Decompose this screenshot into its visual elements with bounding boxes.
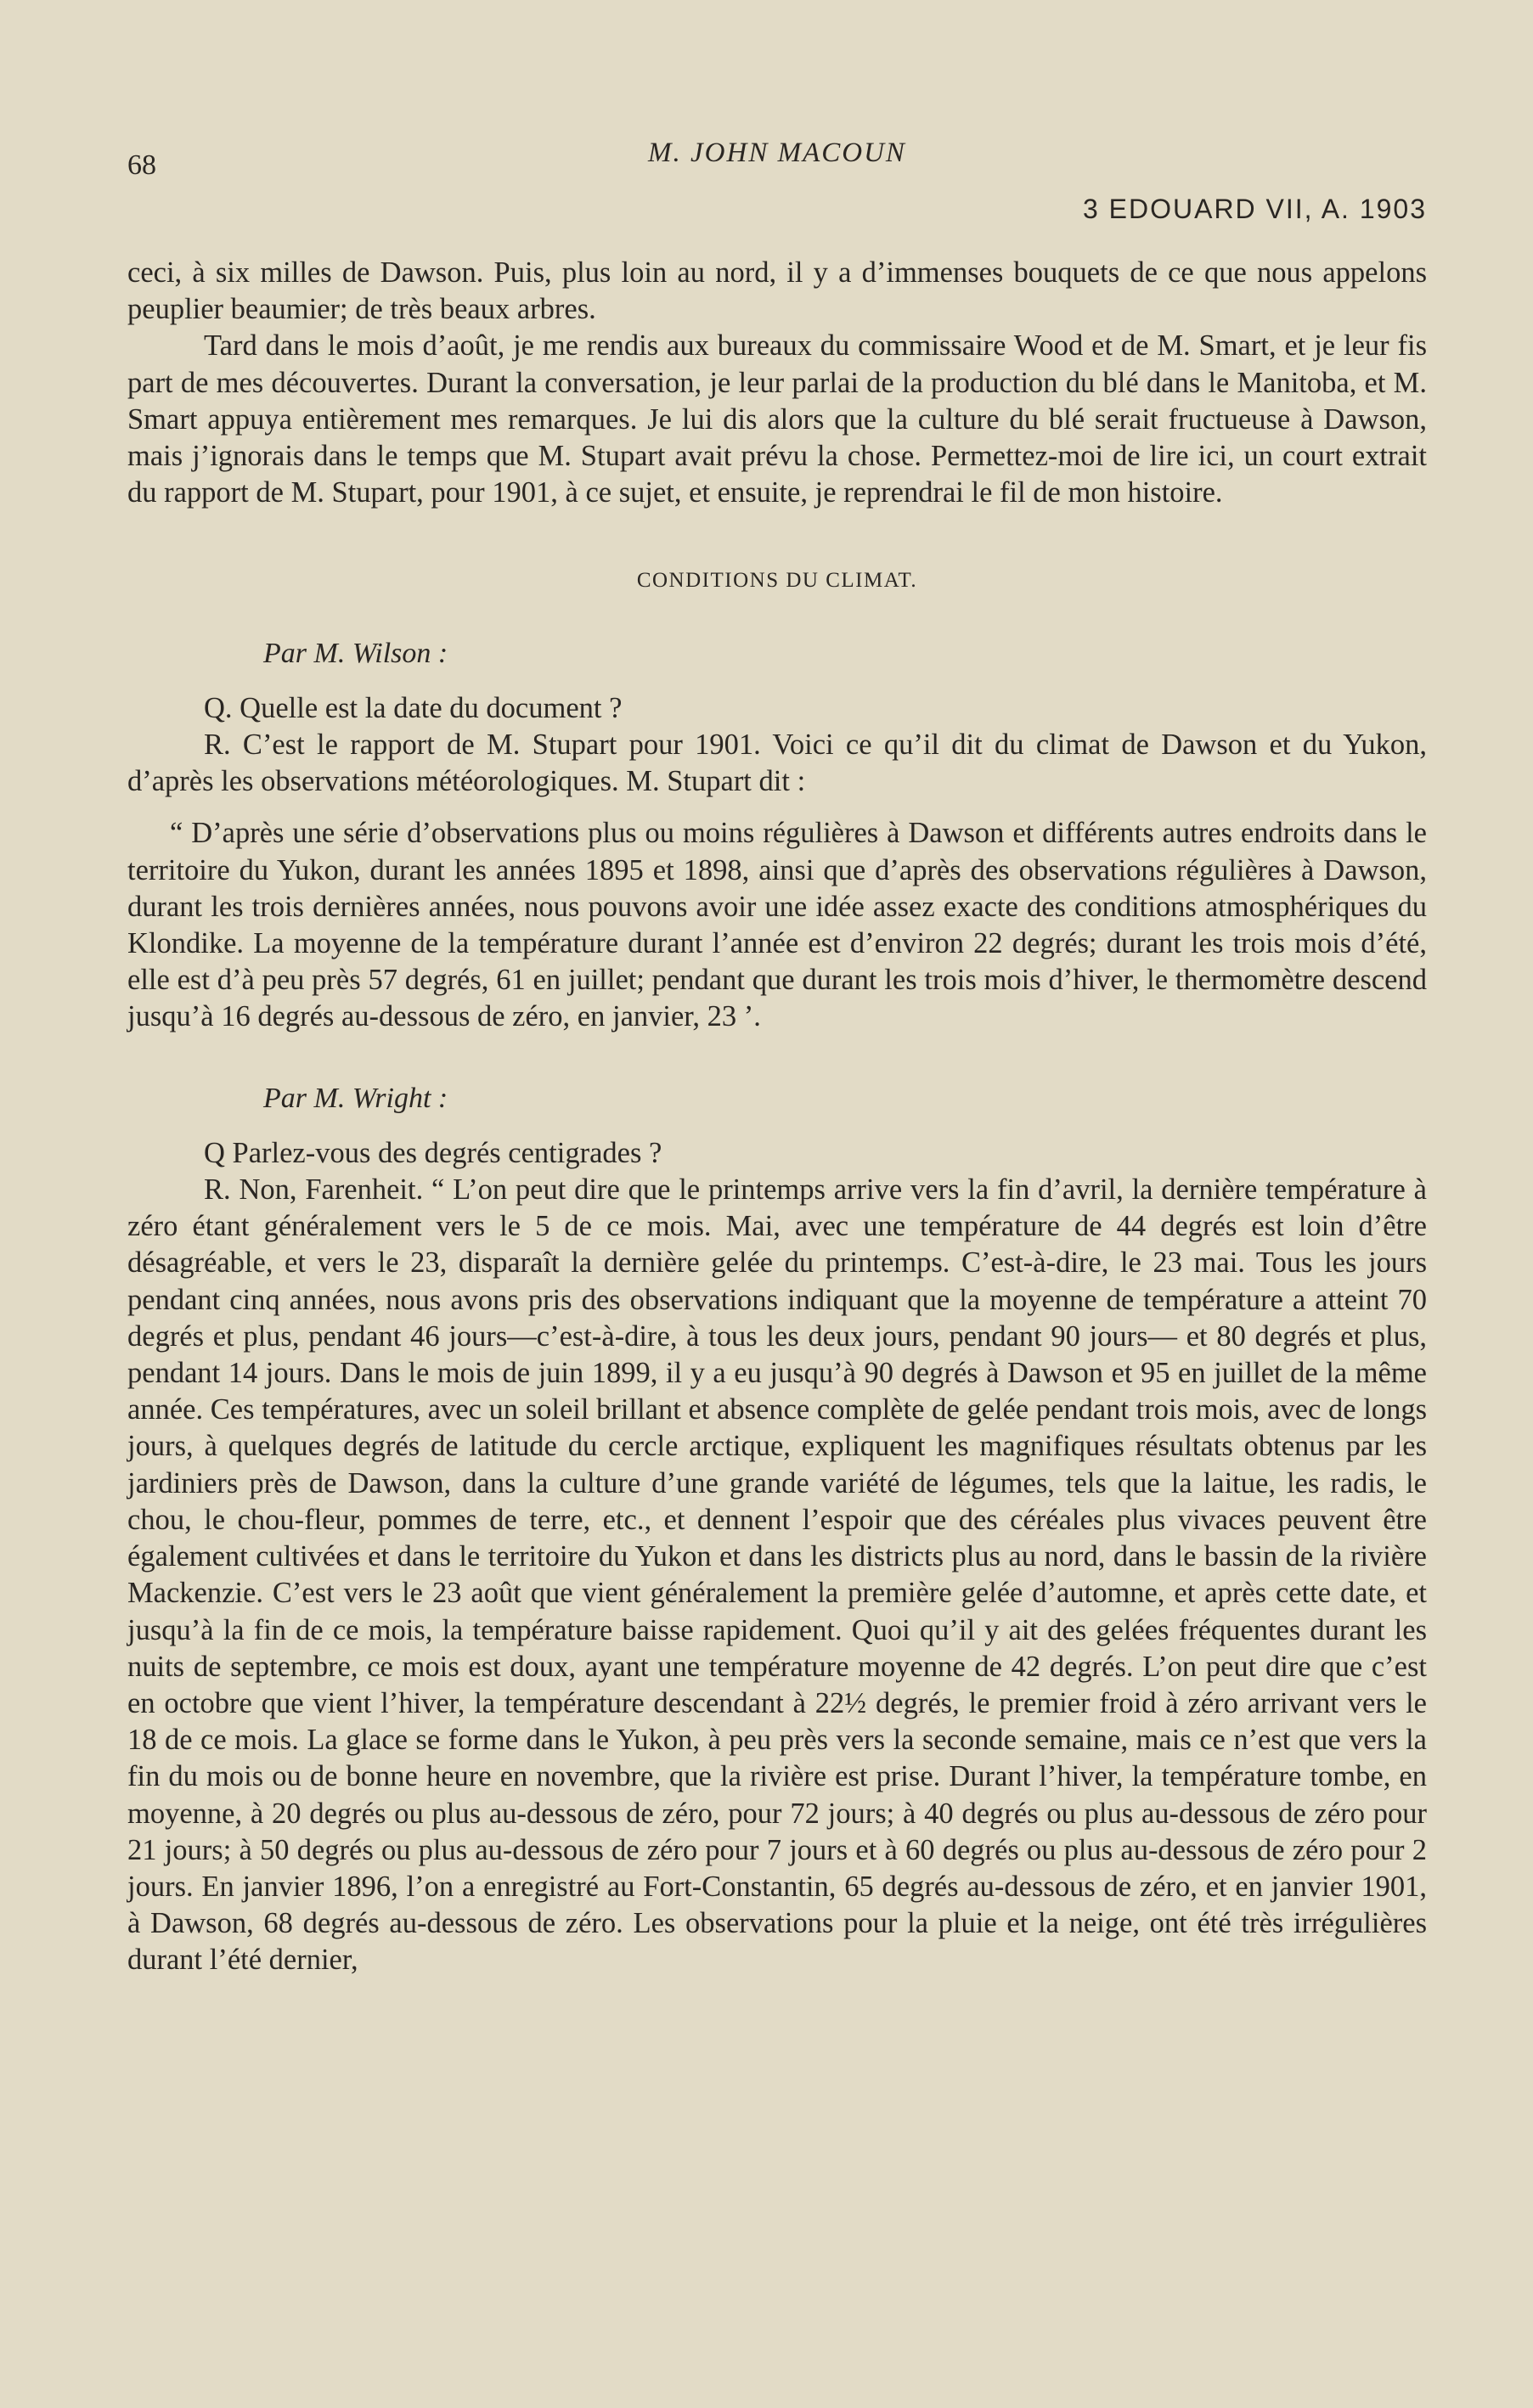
section-heading: CONDITIONS DU CLIMAT. bbox=[636, 569, 918, 593]
paragraph: Tard dans le mois d’août, je me rendis aux bureaux du commissaire Wood et de M. Smart, et je leur fis part de mes découvertes. Durant la conversation, je leur parlai de la production du blé dans le Manitoba, et M. Smart appuya entièrement mes remarques. Je lui dis alors que la culture du blé serait fructueuse à Dawson, mais j’ignorais dans le temps que M. Stupart avait prévu la chose. Permettez-moi de lire ici, un court extrait du rapport de M. Stupart, pour 1901, à ce sujet, et ensuite, je reprendrai le fil de mon histoire. bbox=[127, 329, 1427, 509]
page-number: 68 bbox=[127, 149, 156, 181]
paragraph: ceci, à six milles de Dawson. Puis, plus loin au nord, il y a d’immenses bouquets de ce que nous appelons peuplier beaumier; de très beaux arbres. bbox=[127, 256, 1427, 326]
speaker-label: Par M. Wright : bbox=[263, 1082, 448, 1114]
running-title: M. JOHN MACOUN bbox=[648, 138, 906, 168]
document-page bbox=[127, 0, 1427, 2408]
question: Q. Quelle est la date du document ? bbox=[204, 691, 623, 724]
running-head bbox=[127, 134, 1427, 181]
body-text bbox=[127, 255, 1427, 1979]
question: Q Parlez-vous des degrés centigrades ? bbox=[204, 1136, 662, 1169]
quotation: “ D’après une série d’observations plus ou moins régulières à Dawson et différents autres endroits dans le territoire du Yukon, durant les années 1895 et 1898, ainsi que d’après des observations régulières à Dawson, durant les trois dernières années, nous pouvons avoir une idée assez exacte des conditions atmosphériques du Klondike. La moyenne de la température durant l’année est d’environ 22 degrés; durant les trois mois d’été, elle est d’à peu près 57 degrés, 61 en juillet; pendant que durant les trois mois d’hiver, le thermomètre descend jusqu’à 16 degrés au-dessous de zéro, en janvier, 23 ’. bbox=[127, 817, 1427, 1033]
answer: R. C’est le rapport de M. Stupart pour 1901. Voici ce qu’il dit du climat de Dawson et du Yukon, d’après les observations météorologiques. M. Stupart dit : bbox=[127, 729, 1427, 798]
answer: R. Non, Farenheit. “ L’on peut dire que le printemps arrive vers la fin d’avril, la dernière température à zéro étant généralement vers le 5 de ce mois. Mai, avec une température de 44 degrés est loin d’être désagréable, et vers le 23, disparaît la dernière gelée du printemps. C’est-à-dire, le 23 mai. Tous les jours pendant cinq années, nous avons pris des observations indiquant que la moyenne de température a atteint 70 degrés et plus, pendant 46 jours—c’est-à-dire, à tous les deux jours, pendant 90 jours— et 80 degrés et plus, pendant 14 jours. Dans le mois de juin 1899, il y a eu jusqu’à 90 degrés à Dawson et 95 en juillet de la même année. Ces températures, avec un soleil brillant et absence complète de gelée pendant trois mois, avec de longs jours, à quelques degrés de latitude du cercle arctique, expliquent les magnifiques résultats obtenus par les jardiniers près de Dawson, dans la culture d’une grande variété de légumes, tels que la laitue, les radis, le chou, le chou-fleur, pommes de terre, etc., et dennent l’espoir que des céréales plus vivaces peuvent être également cultivées et dans le territoire du Yukon et dans les districts plus au nord, dans le bassin de la rivière Mackenzie. C’est vers le 23 août que vient généralement la première gelée d’automne, et après cette date, et jusqu’à la fin de ce mois, la température baisse rapidement. Quoi qu’il y ait des gelées fréquentes durant les nuits de septembre, ce mois est doux, ayant une température moyenne de 42 degrés. L’on peut dire que c’est en octobre que vient l’hiver, la température descendant à 22½ degrés, le premier froid à zéro arrivant vers le 18 de ce mois. La glace se forme dans le Yukon, à peu près vers la seconde semaine, mais ce n’est que vers la fin du mois ou de bonne heure en novembre, que la rivière est prise. Durant l’hiver, la température tombe, en moyenne, à 20 degrés ou plus au-dessous de zéro, pour 72 jours; à 40 degrés ou plus au-dessous de zéro pour 21 jours; à 50 degrés ou plus au-dessous de zéro pour 7 jours et à 60 degrés ou plus au-dessous de zéro pour 2 jours. En janvier 1896, l’on a enregistré au Fort-Constantin, 65 degrés au-dessous de zéro, et en janvier 1901, à Dawson, 68 degrés au-dessous de zéro. Les observations pour la pluie et la neige, ont été très irrégulières durant l’été dernier, bbox=[127, 1173, 1427, 1977]
edition-line: 3 EDOUARD VII, A. 1903 bbox=[1082, 194, 1427, 224]
speaker-label: Par M. Wilson : bbox=[263, 637, 448, 669]
